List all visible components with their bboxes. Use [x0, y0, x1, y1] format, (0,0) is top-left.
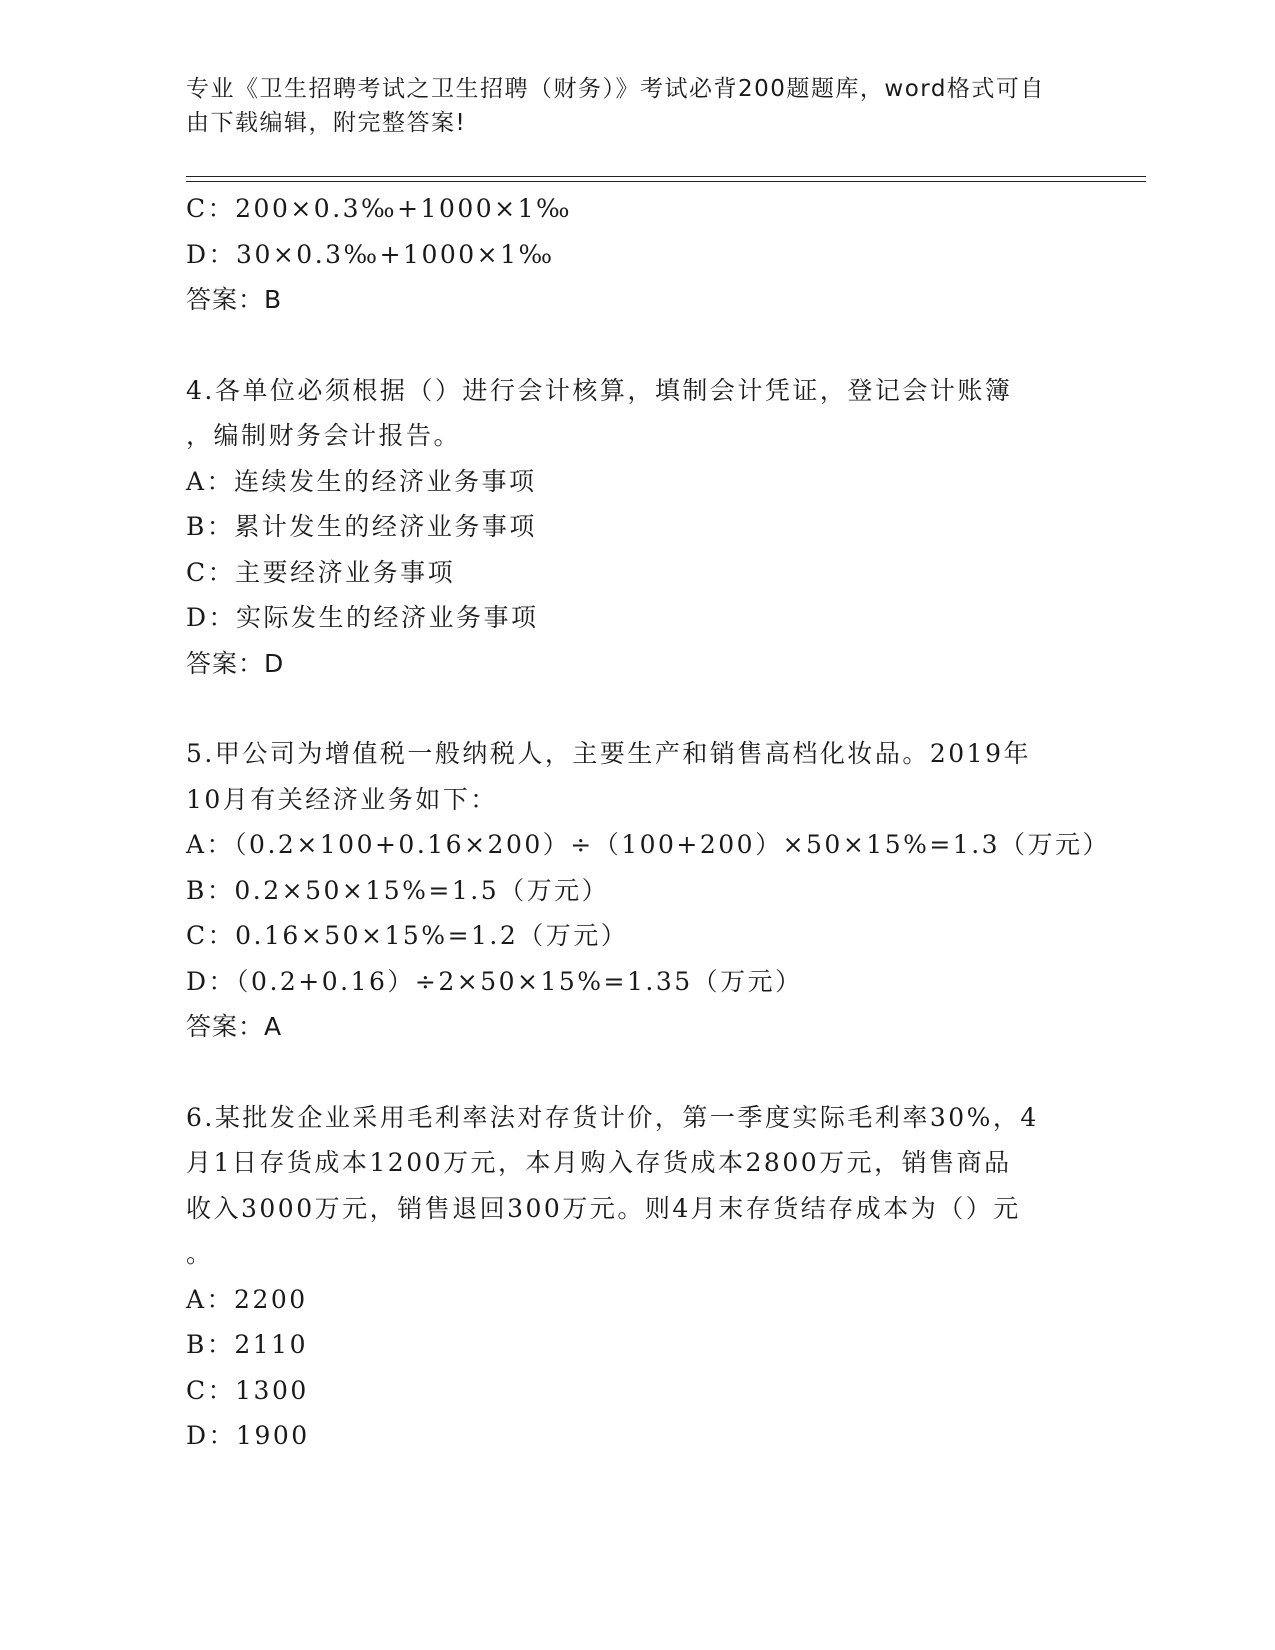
question-stem-line: 10月有关经济业务如下： [186, 784, 498, 814]
question-4 [186, 368, 1086, 687]
question-6 [186, 1095, 1086, 1459]
question-stem-line: 月1日存货成本1200万元，本月购入存货成本2800万元，销售商品 [186, 1148, 1012, 1177]
option-c: C：1300 [186, 1375, 309, 1405]
option-a: A：2200 [186, 1284, 308, 1314]
question-stem-line: 6.某批发企业采用毛利率法对存货计价，第一季度实际毛利率30%，4 [186, 1102, 1039, 1132]
question-5 [186, 731, 1111, 1050]
answer: 答案：B [186, 285, 283, 314]
option-d: D：实际发生的经济业务事项 [186, 603, 539, 632]
header-title-line-2: 由下载编辑，附完整答案! [186, 110, 467, 136]
answer: 答案：A [186, 1012, 283, 1041]
option-d: D：1900 [186, 1421, 310, 1450]
option-a: A：连续发生的经济业务事项 [186, 466, 537, 496]
question-stem-line: 5.甲公司为增值税一般纳税人，主要生产和销售高档化妆品。2019年 [186, 739, 1031, 768]
option-b: B：0.2×50×15%=1.5（万元） [186, 875, 610, 905]
option-d: D：30×0.3‰+1000×1‰ [186, 239, 555, 269]
page-header [186, 72, 1066, 140]
option-c: C：0.16×50×15%=1.2（万元） [186, 921, 629, 950]
question-stem-line: 4.各单位必须根据（）进行会计核算，填制会计凭证，登记会计账簿 [186, 375, 1013, 405]
answer: 答案：D [186, 648, 285, 678]
question-list [186, 186, 1111, 1459]
option-a: A：（0.2×100+0.16×200）÷（100+200）×50×15%=1.3（万元） [186, 830, 1111, 859]
question-stem-line: ，编制财务会计报告。 [186, 421, 462, 450]
option-b: B：累计发生的经济业务事项 [186, 512, 537, 541]
option-d: D：（0.2+0.16）÷2×50×15%=1.35（万元） [186, 966, 803, 996]
header-divider-bottom [186, 181, 1146, 182]
question-3 [186, 186, 1086, 323]
option-c: C：200×0.3‰+1000×1‰ [186, 194, 573, 223]
header-title-line-1: 专业《卫生招聘考试之卫生招聘（财务）》考试必背200题题库，word格式可自 [186, 76, 1045, 102]
question-stem-line: 收入3000万元，销售退回300万元。则4月末存货结存成本为（）元 [186, 1193, 1021, 1223]
header-divider-top [186, 176, 1146, 177]
question-stem-line: 。 [186, 1239, 214, 1268]
option-b: B：2110 [186, 1330, 308, 1359]
option-c: C：主要经济业务事项 [186, 557, 456, 587]
